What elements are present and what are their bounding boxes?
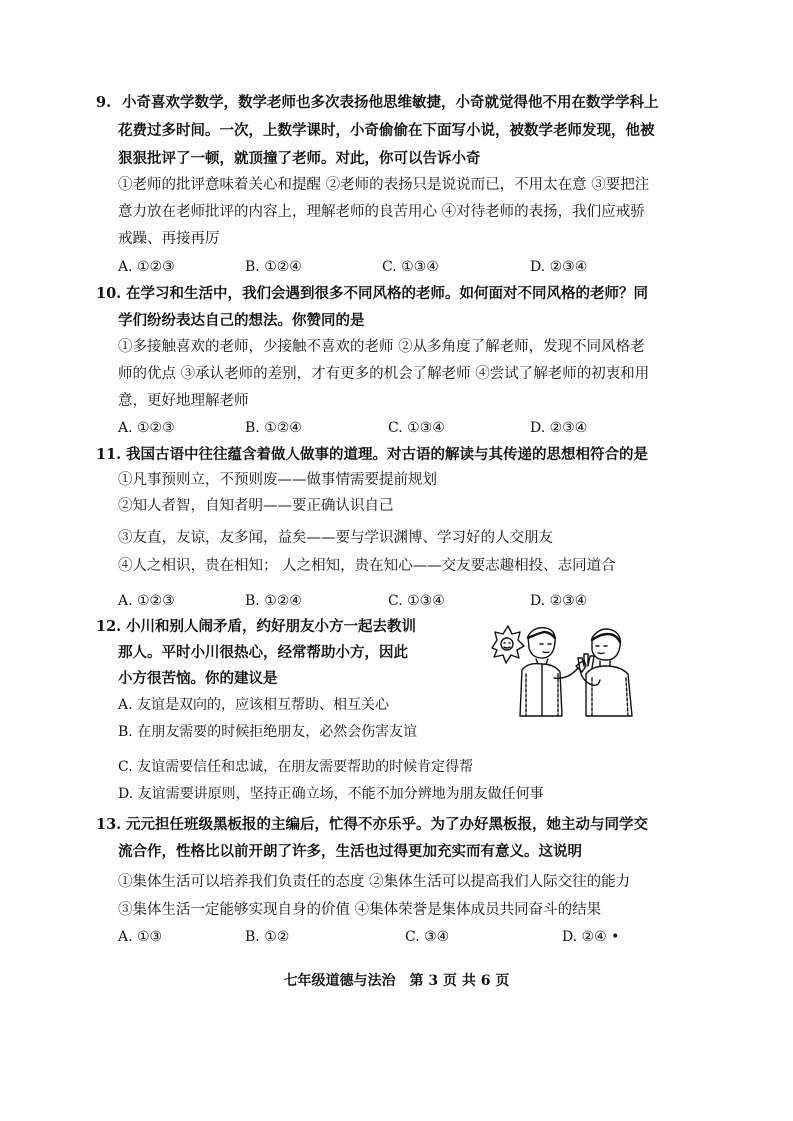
q11-statement-4: ④人之相识，贵在相知； 人之相知，贵在知心——交友要志趣相投、志同道合 xyxy=(118,558,616,574)
q9-stem-line-1: 小奇喜欢学数学，数学老师也多次表扬他思维敏捷，小奇就觉得他不用在数学学科上 xyxy=(122,94,659,111)
q13-option-d[interactable]: D. ②④ • xyxy=(562,929,620,945)
q11-stem-line-1: 我国古语中往往蕴含着做人做事的道理。对古语的解读与其传递的思想相符合的是 xyxy=(126,446,648,463)
q10-option-a[interactable]: A. ①②③ xyxy=(118,420,175,436)
two-boys-illustration xyxy=(488,622,638,720)
q12-option-a[interactable]: A. 友谊是双向的，应该相互帮助、相互关心 xyxy=(118,697,390,713)
q12-option-b[interactable]: B. 在朋友需要的时候拒绝朋友，必然会伤害友谊 xyxy=(118,724,418,740)
q9-number: 9. xyxy=(96,94,112,111)
q11-option-d[interactable]: D. ②③④ xyxy=(530,593,588,609)
q9-option-d[interactable]: D. ②③④ xyxy=(530,259,588,275)
q12-stem-line-1: 小川和别人闹矛盾，约好朋友小方一起去教训 xyxy=(126,618,416,635)
q13-stem-line-2: 流合作，性格比以前开朗了许多，生活也过得更加充实而有意义。这说明 xyxy=(118,843,582,860)
q12-stem-line-3: 小方很苦恼。你的建议是 xyxy=(118,670,278,687)
q10-option-b[interactable]: B. ①②④ xyxy=(245,420,302,436)
q10-stem-line-2: 学们纷纷表达自己的想法。你赞同的是 xyxy=(118,312,365,329)
q10-number: 10. xyxy=(96,285,122,302)
page-footer: 七年级道德与法治 第 3 页 共 6 页 xyxy=(283,973,510,989)
q13-statements-line-1: ①集体生活可以培养我们负责任的态度 ②集体生活可以提高我们人际交往的能力 xyxy=(118,874,631,890)
q9-option-b[interactable]: B. ①②④ xyxy=(245,259,302,275)
q10-option-d[interactable]: D. ②③④ xyxy=(530,420,588,436)
q9-stem-line-2: 花费过多时间。一次，上数学课时，小奇偷偷在下面写小说，被数学老师发现，他被 xyxy=(118,122,655,139)
q10-statements-line-3: 意，更好地理解老师 xyxy=(118,393,249,409)
q12-option-c[interactable]: C. 友谊需要信任和忠诚，在朋友需要帮助的时候肯定得帮 xyxy=(118,759,474,775)
q13-option-b[interactable]: B. ①② xyxy=(245,929,290,945)
q9-stem-line-3: 狠狠批评了一顿，就顶撞了老师。对此，你可以告诉小奇 xyxy=(118,150,481,167)
q9-statements-line-3: 戒躁、再接再厉 xyxy=(118,231,220,247)
q12-stem-line-2: 那人。平时小川很热心，经常帮助小方，因此 xyxy=(118,644,408,661)
q13-option-a[interactable]: A. ①③ xyxy=(118,929,163,945)
q9-option-c[interactable]: C. ①③④ xyxy=(382,259,439,275)
q11-statement-2: ②知人者智，自知者明——要正确认识自己 xyxy=(118,498,394,514)
q10-statements-line-1: ①多接触喜欢的老师，少接触不喜欢的老师 ②从多角度了解老师，发现不同风格老 xyxy=(118,339,645,355)
q12-number: 12. xyxy=(96,618,122,635)
q9-option-a[interactable]: A. ①②③ xyxy=(118,259,175,275)
q13-stem-line-1: 元元担任班级黑板报的主编后，忙得不亦乐乎。为了办好黑板报，她主动与同学交 xyxy=(126,816,648,833)
q13-number: 13. xyxy=(96,816,122,833)
q11-option-c[interactable]: C. ①③④ xyxy=(388,593,445,609)
q9-statements-line-1: ①老师的批评意味着关心和提醒 ②老师的表扬只是说说而已，不用太在意 ③要把注 xyxy=(118,177,650,193)
q12-option-d[interactable]: D. 友谊需要讲原则，坚持正确立场，不能不加分辨地为朋友做任何事 xyxy=(118,786,544,802)
q9-statements-line-2: 意力放在老师批评的内容上，理解老师的良苦用心 ④对待老师的表扬，我们应戒骄 xyxy=(118,204,645,220)
q13-option-c[interactable]: C. ③④ xyxy=(405,929,450,945)
q11-option-b[interactable]: B. ①②④ xyxy=(245,593,302,609)
q13-statements-line-2: ③集体生活一定能够实现自身的价值 ④集体荣誉是集体成员共同奋斗的结果 xyxy=(118,902,602,918)
q10-option-c[interactable]: C. ①③④ xyxy=(388,420,445,436)
q10-statements-line-2: 师的优点 ③承认老师的差别，才有更多的机会了解老师 ④尝试了解老师的初衷和用 xyxy=(118,366,650,382)
q10-stem-line-1: 在学习和生活中，我们会遇到很多不同风格的老师。如何面对不同风格的老师？同 xyxy=(126,285,648,302)
q11-statement-1: ①凡事预则立，不预则废——做事情需要提前规划 xyxy=(118,472,437,488)
q11-statement-3: ③友直，友谅，友多闻，益矣——要与学识渊博、学习好的人交朋友 xyxy=(118,530,553,546)
q11-number: 11. xyxy=(96,446,122,463)
q11-option-a[interactable]: A. ①②③ xyxy=(118,593,175,609)
